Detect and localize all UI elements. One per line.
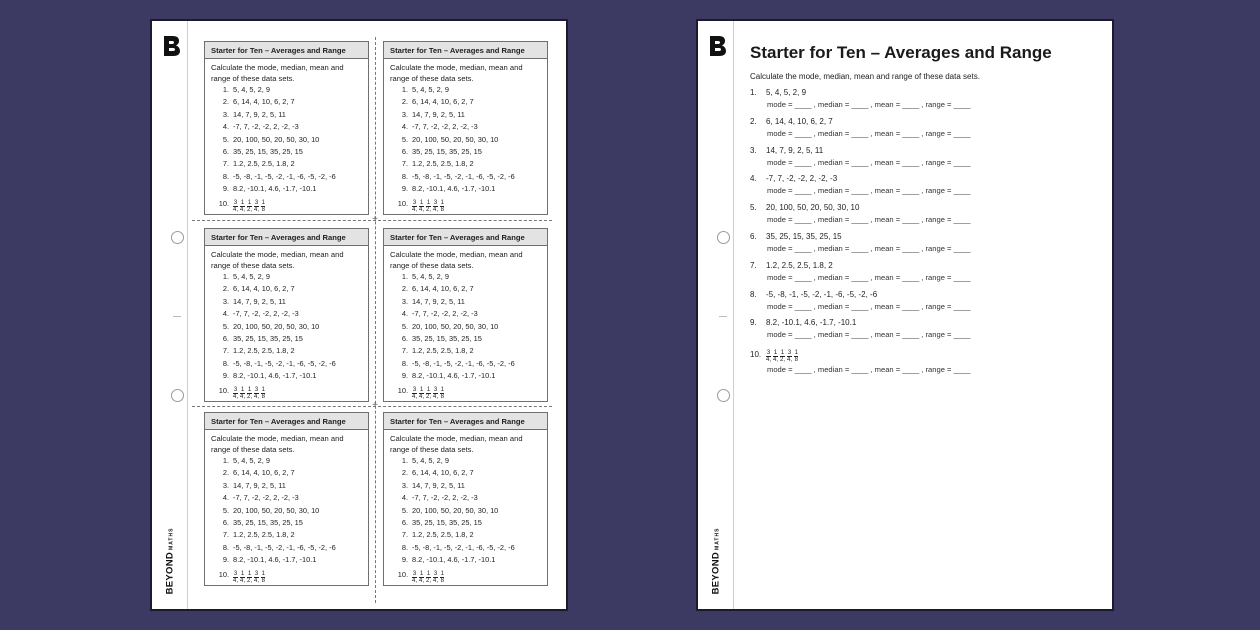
question-item: 3. 14, 7, 9, 2, 5, 11 bbox=[211, 480, 368, 492]
question-data: -7, 7, -2, -2, 2, -2, -3 bbox=[233, 493, 299, 503]
question-item: 8. -5, -8, -1, -5, -2, -1, -6, -5, -2, -6 bbox=[390, 171, 547, 183]
question-data: 14, 7, 9, 2, 5, 11 bbox=[412, 109, 465, 119]
question-item: 4. -7, 7, -2, -2, 2, -2, -3 bbox=[390, 308, 547, 320]
question-list bbox=[205, 271, 368, 400]
fraction: $\frac{1}{2,}$ bbox=[247, 386, 253, 400]
question-data: 6, 14, 4, 10, 6, 2, 7 bbox=[412, 468, 474, 478]
question-data: 5, 4, 5, 2, 9 bbox=[233, 272, 270, 281]
fraction: $\frac{3}{4,}$ bbox=[233, 570, 239, 584]
question-item: 9. 8.2, -10.1, 4.6, -1.7, -10.1 bbox=[211, 370, 368, 382]
question-item: 2. 6, 14, 4, 10, 6, 2, 7 bbox=[211, 283, 368, 295]
question-data: 6, 14, 4, 10, 6, 2, 7 bbox=[233, 284, 295, 294]
question-line: 7. 1.2, 2.5, 2.5, 1.8, 2 bbox=[750, 260, 833, 270]
fraction: $\frac{3}{4,}$ bbox=[433, 386, 439, 400]
card-title: Starter for Ten – Averages and Range bbox=[384, 42, 547, 59]
punch-hole bbox=[717, 231, 730, 244]
fraction: $\frac{3}{4,}$ bbox=[254, 199, 260, 213]
question-data: 1.2, 2.5, 2.5, 1.8, 2 bbox=[233, 346, 295, 356]
question-item: 4. -7, 7, -2, -2, 2, -2, -3 bbox=[390, 492, 547, 504]
question-item: 1. 5, 4, 5, 2, 9 bbox=[390, 84, 547, 96]
question-item: 6. 35, 25, 15, 35, 25, 15 bbox=[390, 517, 547, 529]
fraction: $\frac{1}{8}$ bbox=[440, 199, 444, 213]
question-data: 14, 7, 9, 2, 5, 11 bbox=[412, 480, 465, 490]
question-data bbox=[233, 383, 267, 400]
fraction: $\frac{1}{2,}$ bbox=[426, 386, 432, 400]
question-data: 8.2, -10.1, 4.6, -1.7, -10.1 bbox=[233, 184, 317, 194]
question-data: 20, 100, 50, 20, 50, 30, 10 bbox=[233, 505, 320, 515]
question-item: 8. -5, -8, -1, -5, -2, -1, -6, -5, -2, -6 bbox=[211, 171, 368, 183]
question-data: -7, 7, -2, -2, 2, -2, -3 bbox=[412, 309, 478, 319]
question-item: 1. 5, 4, 5, 2, 9 bbox=[390, 271, 547, 283]
question-item: 1. 5, 4, 5, 2, 9 bbox=[211, 455, 368, 467]
question-item: 6. 35, 25, 15, 35, 25, 15 bbox=[390, 146, 547, 158]
answer-blanks: mode = ____ , median = ____ , mean = ____ , range = ____ bbox=[767, 215, 971, 225]
fraction: $\frac{1}{8}$ bbox=[440, 386, 444, 400]
card-title: Starter for Ten – Averages and Range bbox=[384, 229, 547, 246]
question-item: 5. 20, 100, 50, 20, 50, 30, 10 bbox=[211, 321, 368, 333]
card-instruction: Calculate the mode, median, mean and range of these data sets. bbox=[390, 434, 523, 454]
card-instruction: Calculate the mode, median, mean and range of these data sets. bbox=[211, 250, 344, 270]
question-data: 8.2, -10.1, 4.6, -1.7, -10.1 bbox=[412, 184, 496, 194]
worksheet-question bbox=[750, 346, 971, 375]
cut-cross-mark: + bbox=[372, 400, 378, 411]
question-item: 3. 14, 7, 9, 2, 5, 11 bbox=[390, 480, 547, 492]
worksheet-question bbox=[750, 145, 971, 174]
question-item: 3. 14, 7, 9, 2, 5, 11 bbox=[390, 109, 547, 121]
fraction: $\frac{3}{4,}$ bbox=[433, 199, 439, 213]
question-line: 2. 6, 14, 4, 10, 6, 2, 7 bbox=[750, 116, 833, 126]
question-item: 2. 6, 14, 4, 10, 6, 2, 7 bbox=[390, 283, 547, 295]
question-data: 5, 4, 5, 2, 9 bbox=[233, 456, 270, 465]
question-item: 5. 20, 100, 50, 20, 50, 30, 10 bbox=[390, 134, 547, 146]
question-item: 1. 5, 4, 5, 2, 9 bbox=[390, 455, 547, 467]
question-data: 8.2, -10.1, 4.6, -1.7, -10.1 bbox=[233, 555, 317, 565]
question-item: 7. 1.2, 2.5, 2.5, 1.8, 2 bbox=[211, 158, 368, 170]
answer-blanks: mode = ____ , median = ____ , mean = ____ , range = ____ bbox=[767, 272, 971, 282]
binding-margin bbox=[152, 21, 188, 609]
fraction: $\frac{3}{4,}$ bbox=[233, 386, 239, 400]
question-list bbox=[205, 455, 368, 584]
question-item: 9. 8.2, -10.1, 4.6, -1.7, -10.1 bbox=[390, 554, 547, 566]
question-item: 7. 1.2, 2.5, 2.5, 1.8, 2 bbox=[390, 529, 547, 541]
card-instruction: Calculate the mode, median, mean and range of these data sets. bbox=[211, 434, 344, 454]
fraction: $\frac{1}{2,}$ bbox=[780, 350, 786, 364]
question-data: 8.2, -10.1, 4.6, -1.7, -10.1 bbox=[412, 371, 496, 381]
worksheet-question bbox=[750, 317, 971, 346]
question-item: 2. 6, 14, 4, 10, 6, 2, 7 bbox=[390, 96, 547, 108]
card-instruction: Calculate the mode, median, mean and range of these data sets. bbox=[390, 63, 523, 83]
question-item: 8. -5, -8, -1, -5, -2, -1, -6, -5, -2, -6 bbox=[390, 542, 547, 554]
question-data: 14, 7, 9, 2, 5, 11 bbox=[233, 109, 286, 119]
fraction: $\frac{1}{4,}$ bbox=[419, 386, 425, 400]
punch-hole bbox=[717, 389, 730, 402]
question-data: 5, 4, 5, 2, 9 bbox=[233, 85, 270, 94]
question-data: 1.2, 2.5, 2.5, 1.8, 2 bbox=[412, 530, 474, 540]
question-item: 8. -5, -8, -1, -5, -2, -1, -6, -5, -2, -6 bbox=[211, 358, 368, 370]
fraction: $\frac{1}{8}$ bbox=[261, 386, 265, 400]
question-item: 10. $\frac{3}{4,}$ $\frac{1}{4,}$ $\frac{1}{2,}$ $\frac{3}{4,}$ $\frac{1}{8}$ bbox=[211, 196, 368, 213]
beyond-maths-brand: BEYONDMATHS bbox=[164, 527, 176, 595]
question-data: -5, -8, -1, -5, -2, -1, -6, -5, -2, -6 bbox=[233, 542, 336, 552]
fraction: $\frac{1}{8}$ bbox=[261, 199, 265, 213]
fraction: $\frac{3}{4,}$ bbox=[254, 386, 260, 400]
question-data: 20, 100, 50, 20, 50, 30, 10 bbox=[412, 321, 499, 331]
question-item: 6. 35, 25, 15, 35, 25, 15 bbox=[390, 333, 547, 345]
printable-cards-page bbox=[150, 19, 568, 611]
question-data: 5, 4, 5, 2, 9 bbox=[412, 456, 449, 465]
question-item: 10. $\frac{3}{4,}$ $\frac{1}{4,}$ $\frac{1}{2,}$ $\frac{3}{4,}$ $\frac{1}{8}$ bbox=[211, 567, 368, 584]
question-list bbox=[384, 271, 547, 400]
fraction: $\frac{3}{4,}$ bbox=[412, 199, 418, 213]
cut-cross-mark: + bbox=[372, 214, 378, 225]
question-line: 8. -5, -8, -1, -5, -2, -1, -6, -5, -2, -6 bbox=[750, 289, 878, 299]
fraction: $\frac{1}{4,}$ bbox=[419, 570, 425, 584]
answer-blanks: mode = ____ , median = ____ , mean = ____ , range = ____ bbox=[767, 330, 971, 340]
question-list bbox=[384, 455, 547, 584]
question-item: 8. -5, -8, -1, -5, -2, -1, -6, -5, -2, -6 bbox=[211, 542, 368, 554]
question-data: -7, 7, -2, -2, 2, -2, -3 bbox=[233, 309, 299, 319]
question-list bbox=[384, 84, 547, 213]
card-instruction: Calculate the mode, median, mean and range of these data sets. bbox=[211, 63, 344, 83]
question-item: 3. 14, 7, 9, 2, 5, 11 bbox=[390, 296, 547, 308]
question-item: 3. 14, 7, 9, 2, 5, 11 bbox=[211, 109, 368, 121]
beyond-maths-brand: BEYONDMATHS bbox=[710, 527, 722, 595]
worksheet-question bbox=[750, 231, 971, 260]
question-item: 7. 1.2, 2.5, 2.5, 1.8, 2 bbox=[390, 158, 547, 170]
starter-card bbox=[204, 228, 369, 402]
starter-card bbox=[383, 228, 548, 402]
question-item: 4. -7, 7, -2, -2, 2, -2, -3 bbox=[211, 121, 368, 133]
question-item: 5. 20, 100, 50, 20, 50, 30, 10 bbox=[390, 505, 547, 517]
question-data: 1.2, 2.5, 2.5, 1.8, 2 bbox=[233, 159, 295, 169]
question-data: -5, -8, -1, -5, -2, -1, -6, -5, -2, -6 bbox=[233, 171, 336, 181]
fraction: $\frac{3}{4,}$ bbox=[433, 570, 439, 584]
question-data: 35, 25, 15, 35, 25, 15 bbox=[233, 147, 303, 157]
card-title: Starter for Ten – Averages and Range bbox=[205, 229, 368, 246]
question-data: 14, 7, 9, 2, 5, 11 bbox=[233, 480, 286, 490]
answer-blanks: mode = ____ , median = ____ , mean = ____ , range = ____ bbox=[767, 301, 971, 311]
question-item: 5. 20, 100, 50, 20, 50, 30, 10 bbox=[390, 321, 547, 333]
answer-blanks: mode = ____ , median = ____ , mean = ____ , range = ____ bbox=[767, 100, 971, 109]
punch-hole bbox=[171, 231, 184, 244]
question-data: 20, 100, 50, 20, 50, 30, 10 bbox=[233, 134, 320, 144]
beyond-logo-icon bbox=[161, 35, 181, 57]
question-item: 2. 6, 14, 4, 10, 6, 2, 7 bbox=[211, 467, 368, 479]
question-data: -5, -8, -1, -5, -2, -1, -6, -5, -2, -6 bbox=[412, 171, 515, 181]
question-item: 9. 8.2, -10.1, 4.6, -1.7, -10.1 bbox=[390, 370, 547, 382]
worksheet-question bbox=[750, 289, 971, 318]
answer-blanks: mode = ____ , median = ____ , mean = ____ , range = ____ bbox=[767, 186, 971, 196]
question-item: 4. -7, 7, -2, -2, 2, -2, -3 bbox=[211, 308, 368, 320]
question-data: 20, 100, 50, 20, 50, 30, 10 bbox=[412, 505, 499, 515]
question-data: 1.2, 2.5, 2.5, 1.8, 2 bbox=[412, 346, 474, 356]
worksheet-page bbox=[696, 19, 1114, 611]
question-item: 2. 6, 14, 4, 10, 6, 2, 7 bbox=[211, 96, 368, 108]
question-item: 7. 1.2, 2.5, 2.5, 1.8, 2 bbox=[211, 345, 368, 357]
answer-blanks: mode = ____ , median = ____ , mean = ____ , range = ____ bbox=[767, 128, 971, 138]
question-data: 5, 4, 5, 2, 9 bbox=[412, 272, 449, 281]
question-data: 8.2, -10.1, 4.6, -1.7, -10.1 bbox=[412, 555, 496, 565]
question-data: 35, 25, 15, 35, 25, 15 bbox=[233, 334, 303, 344]
question-item: 10. $\frac{3}{4,}$ $\frac{1}{4,}$ $\frac{1}{2,}$ $\frac{3}{4,}$ $\frac{1}{8}$ bbox=[211, 383, 368, 400]
question-data: 35, 25, 15, 35, 25, 15 bbox=[233, 518, 303, 528]
question-data: 5, 4, 5, 2, 9 bbox=[412, 85, 449, 94]
answer-blanks: mode = ____ , median = ____ , mean = ____ , range = ____ bbox=[767, 243, 971, 253]
fraction: $\frac{3}{4,}$ bbox=[233, 199, 239, 213]
question-item: 6. 35, 25, 15, 35, 25, 15 bbox=[211, 333, 368, 345]
page-title: Starter for Ten – Averages and Range bbox=[750, 43, 1052, 62]
question-item: 7. 1.2, 2.5, 2.5, 1.8, 2 bbox=[211, 529, 368, 541]
question-item: 2. 6, 14, 4, 10, 6, 2, 7 bbox=[390, 467, 547, 479]
question-item: 5. 20, 100, 50, 20, 50, 30, 10 bbox=[211, 505, 368, 517]
question-data bbox=[412, 383, 446, 400]
question-item: 9. 8.2, -10.1, 4.6, -1.7, -10.1 bbox=[390, 183, 547, 195]
fraction: $\frac{1}{4,}$ bbox=[419, 199, 425, 213]
question-item: 5. 20, 100, 50, 20, 50, 30, 10 bbox=[211, 134, 368, 146]
question-data bbox=[412, 567, 446, 584]
question-item: 10. $\frac{3}{4,}$ $\frac{1}{4,}$ $\frac{1}{2,}$ $\frac{3}{4,}$ $\frac{1}{8}$ bbox=[390, 383, 547, 400]
card-title: Starter for Ten – Averages and Range bbox=[205, 413, 368, 430]
question-data: 20, 100, 50, 20, 50, 30, 10 bbox=[233, 321, 320, 331]
question-data: 1.2, 2.5, 2.5, 1.8, 2 bbox=[412, 159, 474, 169]
question-data: 6, 14, 4, 10, 6, 2, 7 bbox=[233, 468, 295, 478]
fraction: $\frac{1}{4,}$ bbox=[240, 386, 246, 400]
worksheet-instruction: Calculate the mode, median, mean and range of these data sets. bbox=[750, 72, 980, 81]
fold-mark bbox=[173, 316, 181, 317]
question-item: 1. 5, 4, 5, 2, 9 bbox=[211, 271, 368, 283]
fraction: $\frac{3}{4,}$ bbox=[254, 570, 260, 584]
starter-card bbox=[204, 412, 369, 586]
fraction: $\frac{3}{4,}$ bbox=[787, 350, 793, 364]
question-line: 6. 35, 25, 15, 35, 25, 15 bbox=[750, 231, 842, 241]
question-item: 6. 35, 25, 15, 35, 25, 15 bbox=[211, 146, 368, 158]
starter-card bbox=[204, 41, 369, 215]
starter-card bbox=[383, 41, 548, 215]
question-item: 6. 35, 25, 15, 35, 25, 15 bbox=[211, 517, 368, 529]
fraction: $\frac{1}{8}$ bbox=[440, 570, 444, 584]
question-data: -7, 7, -2, -2, 2, -2, -3 bbox=[233, 122, 299, 132]
fraction: $\frac{1}{8}$ bbox=[261, 570, 265, 584]
question-line: 1. 5, 4, 5, 2, 9 bbox=[750, 88, 807, 97]
question-data: -7, 7, -2, -2, 2, -2, -3 bbox=[412, 122, 478, 132]
fraction: $\frac{1}{4,}$ bbox=[240, 570, 246, 584]
card-instruction: Calculate the mode, median, mean and range of these data sets. bbox=[390, 250, 523, 270]
card-title: Starter for Ten – Averages and Range bbox=[384, 413, 547, 430]
question-item: 1. 5, 4, 5, 2, 9 bbox=[211, 84, 368, 96]
question-data: 1.2, 2.5, 2.5, 1.8, 2 bbox=[233, 530, 295, 540]
question-item: 8. -5, -8, -1, -5, -2, -1, -6, -5, -2, -6 bbox=[390, 358, 547, 370]
fraction: $\frac{1}{2,}$ bbox=[426, 199, 432, 213]
question-data bbox=[233, 567, 267, 584]
fraction: $\frac{1}{4,}$ bbox=[240, 199, 246, 213]
question-item: 4. -7, 7, -2, -2, 2, -2, -3 bbox=[211, 492, 368, 504]
fraction: $\frac{3}{4,}$ bbox=[412, 386, 418, 400]
worksheet-question bbox=[750, 173, 971, 202]
question-line: 4. -7, 7, -2, -2, 2, -2, -3 bbox=[750, 174, 838, 184]
vertical-cut-line bbox=[375, 37, 376, 603]
punch-hole bbox=[171, 389, 184, 402]
question-item: 4. -7, 7, -2, -2, 2, -2, -3 bbox=[390, 121, 547, 133]
worksheet-question bbox=[750, 116, 971, 145]
question-data: 20, 100, 50, 20, 50, 30, 10 bbox=[412, 134, 499, 144]
worksheet-question bbox=[750, 87, 971, 116]
question-line: 3. 14, 7, 9, 2, 5, 11 bbox=[750, 145, 824, 155]
question-data: 35, 25, 15, 35, 25, 15 bbox=[412, 518, 482, 528]
question-data bbox=[233, 196, 267, 213]
question-item: 10. $\frac{3}{4,}$ $\frac{1}{4,}$ $\frac{1}{2,}$ $\frac{3}{4,}$ $\frac{1}{8}$ bbox=[390, 567, 547, 584]
question-item: 9. 8.2, -10.1, 4.6, -1.7, -10.1 bbox=[211, 183, 368, 195]
question-data bbox=[412, 196, 446, 213]
question-line: 5. 20, 100, 50, 20, 50, 30, 10 bbox=[750, 203, 860, 213]
answer-blanks: mode = ____ , median = ____ , mean = ____ , range = ____ bbox=[767, 157, 971, 167]
question-list bbox=[205, 84, 368, 213]
question-data: 35, 25, 15, 35, 25, 15 bbox=[412, 334, 482, 344]
beyond-logo-icon bbox=[707, 35, 727, 57]
question-item: 9. 8.2, -10.1, 4.6, -1.7, -10.1 bbox=[211, 554, 368, 566]
question-data: 6, 14, 4, 10, 6, 2, 7 bbox=[233, 97, 295, 107]
fraction: $\frac{1}{2,}$ bbox=[247, 199, 253, 213]
question-item: 10. $\frac{3}{4,}$ $\frac{1}{4,}$ $\frac{1}{2,}$ $\frac{3}{4,}$ $\frac{1}{8}$ bbox=[390, 196, 547, 213]
starter-card bbox=[383, 412, 548, 586]
worksheet-question bbox=[750, 202, 971, 231]
fraction: $\frac{3}{4,}$ bbox=[412, 570, 418, 584]
fraction: $\frac{1}{8}$ bbox=[794, 350, 798, 364]
question-line: 10. $\frac{3}{4,}$ $\frac{1}{4,}$ $\frac{1}{2,}$ $\frac{3}{4,}$ $\frac{1}{8}$ bbox=[750, 350, 798, 364]
fraction: $\frac{1}{2,}$ bbox=[426, 570, 432, 584]
question-data: 8.2, -10.1, 4.6, -1.7, -10.1 bbox=[233, 371, 317, 381]
question-data: -5, -8, -1, -5, -2, -1, -6, -5, -2, -6 bbox=[412, 358, 515, 368]
question-data: 14, 7, 9, 2, 5, 11 bbox=[412, 296, 465, 306]
question-line: 9. 8.2, -10.1, 4.6, -1.7, -10.1 bbox=[750, 318, 857, 328]
answer-blanks: mode = ____ , median = ____ , mean = ____ , range = ____ bbox=[767, 365, 971, 375]
question-item: 3. 14, 7, 9, 2, 5, 11 bbox=[211, 296, 368, 308]
fraction: $\frac{3}{4,}$ bbox=[766, 350, 772, 364]
question-data: 35, 25, 15, 35, 25, 15 bbox=[412, 147, 482, 157]
fold-mark bbox=[719, 316, 727, 317]
question-data: 6, 14, 4, 10, 6, 2, 7 bbox=[412, 97, 474, 107]
card-title: Starter for Ten – Averages and Range bbox=[205, 42, 368, 59]
binding-margin bbox=[698, 21, 734, 609]
question-data: -5, -8, -1, -5, -2, -1, -6, -5, -2, -6 bbox=[412, 542, 515, 552]
question-data: 14, 7, 9, 2, 5, 11 bbox=[233, 296, 286, 306]
question-data: -7, 7, -2, -2, 2, -2, -3 bbox=[412, 493, 478, 503]
question-data: -5, -8, -1, -5, -2, -1, -6, -5, -2, -6 bbox=[233, 358, 336, 368]
worksheet-question-list bbox=[750, 87, 971, 375]
fraction: $\frac{1}{2,}$ bbox=[247, 570, 253, 584]
worksheet-question bbox=[750, 260, 971, 289]
fraction: $\frac{1}{4,}$ bbox=[773, 350, 779, 364]
question-data: 6, 14, 4, 10, 6, 2, 7 bbox=[412, 284, 474, 294]
question-item: 7. 1.2, 2.5, 2.5, 1.8, 2 bbox=[390, 345, 547, 357]
